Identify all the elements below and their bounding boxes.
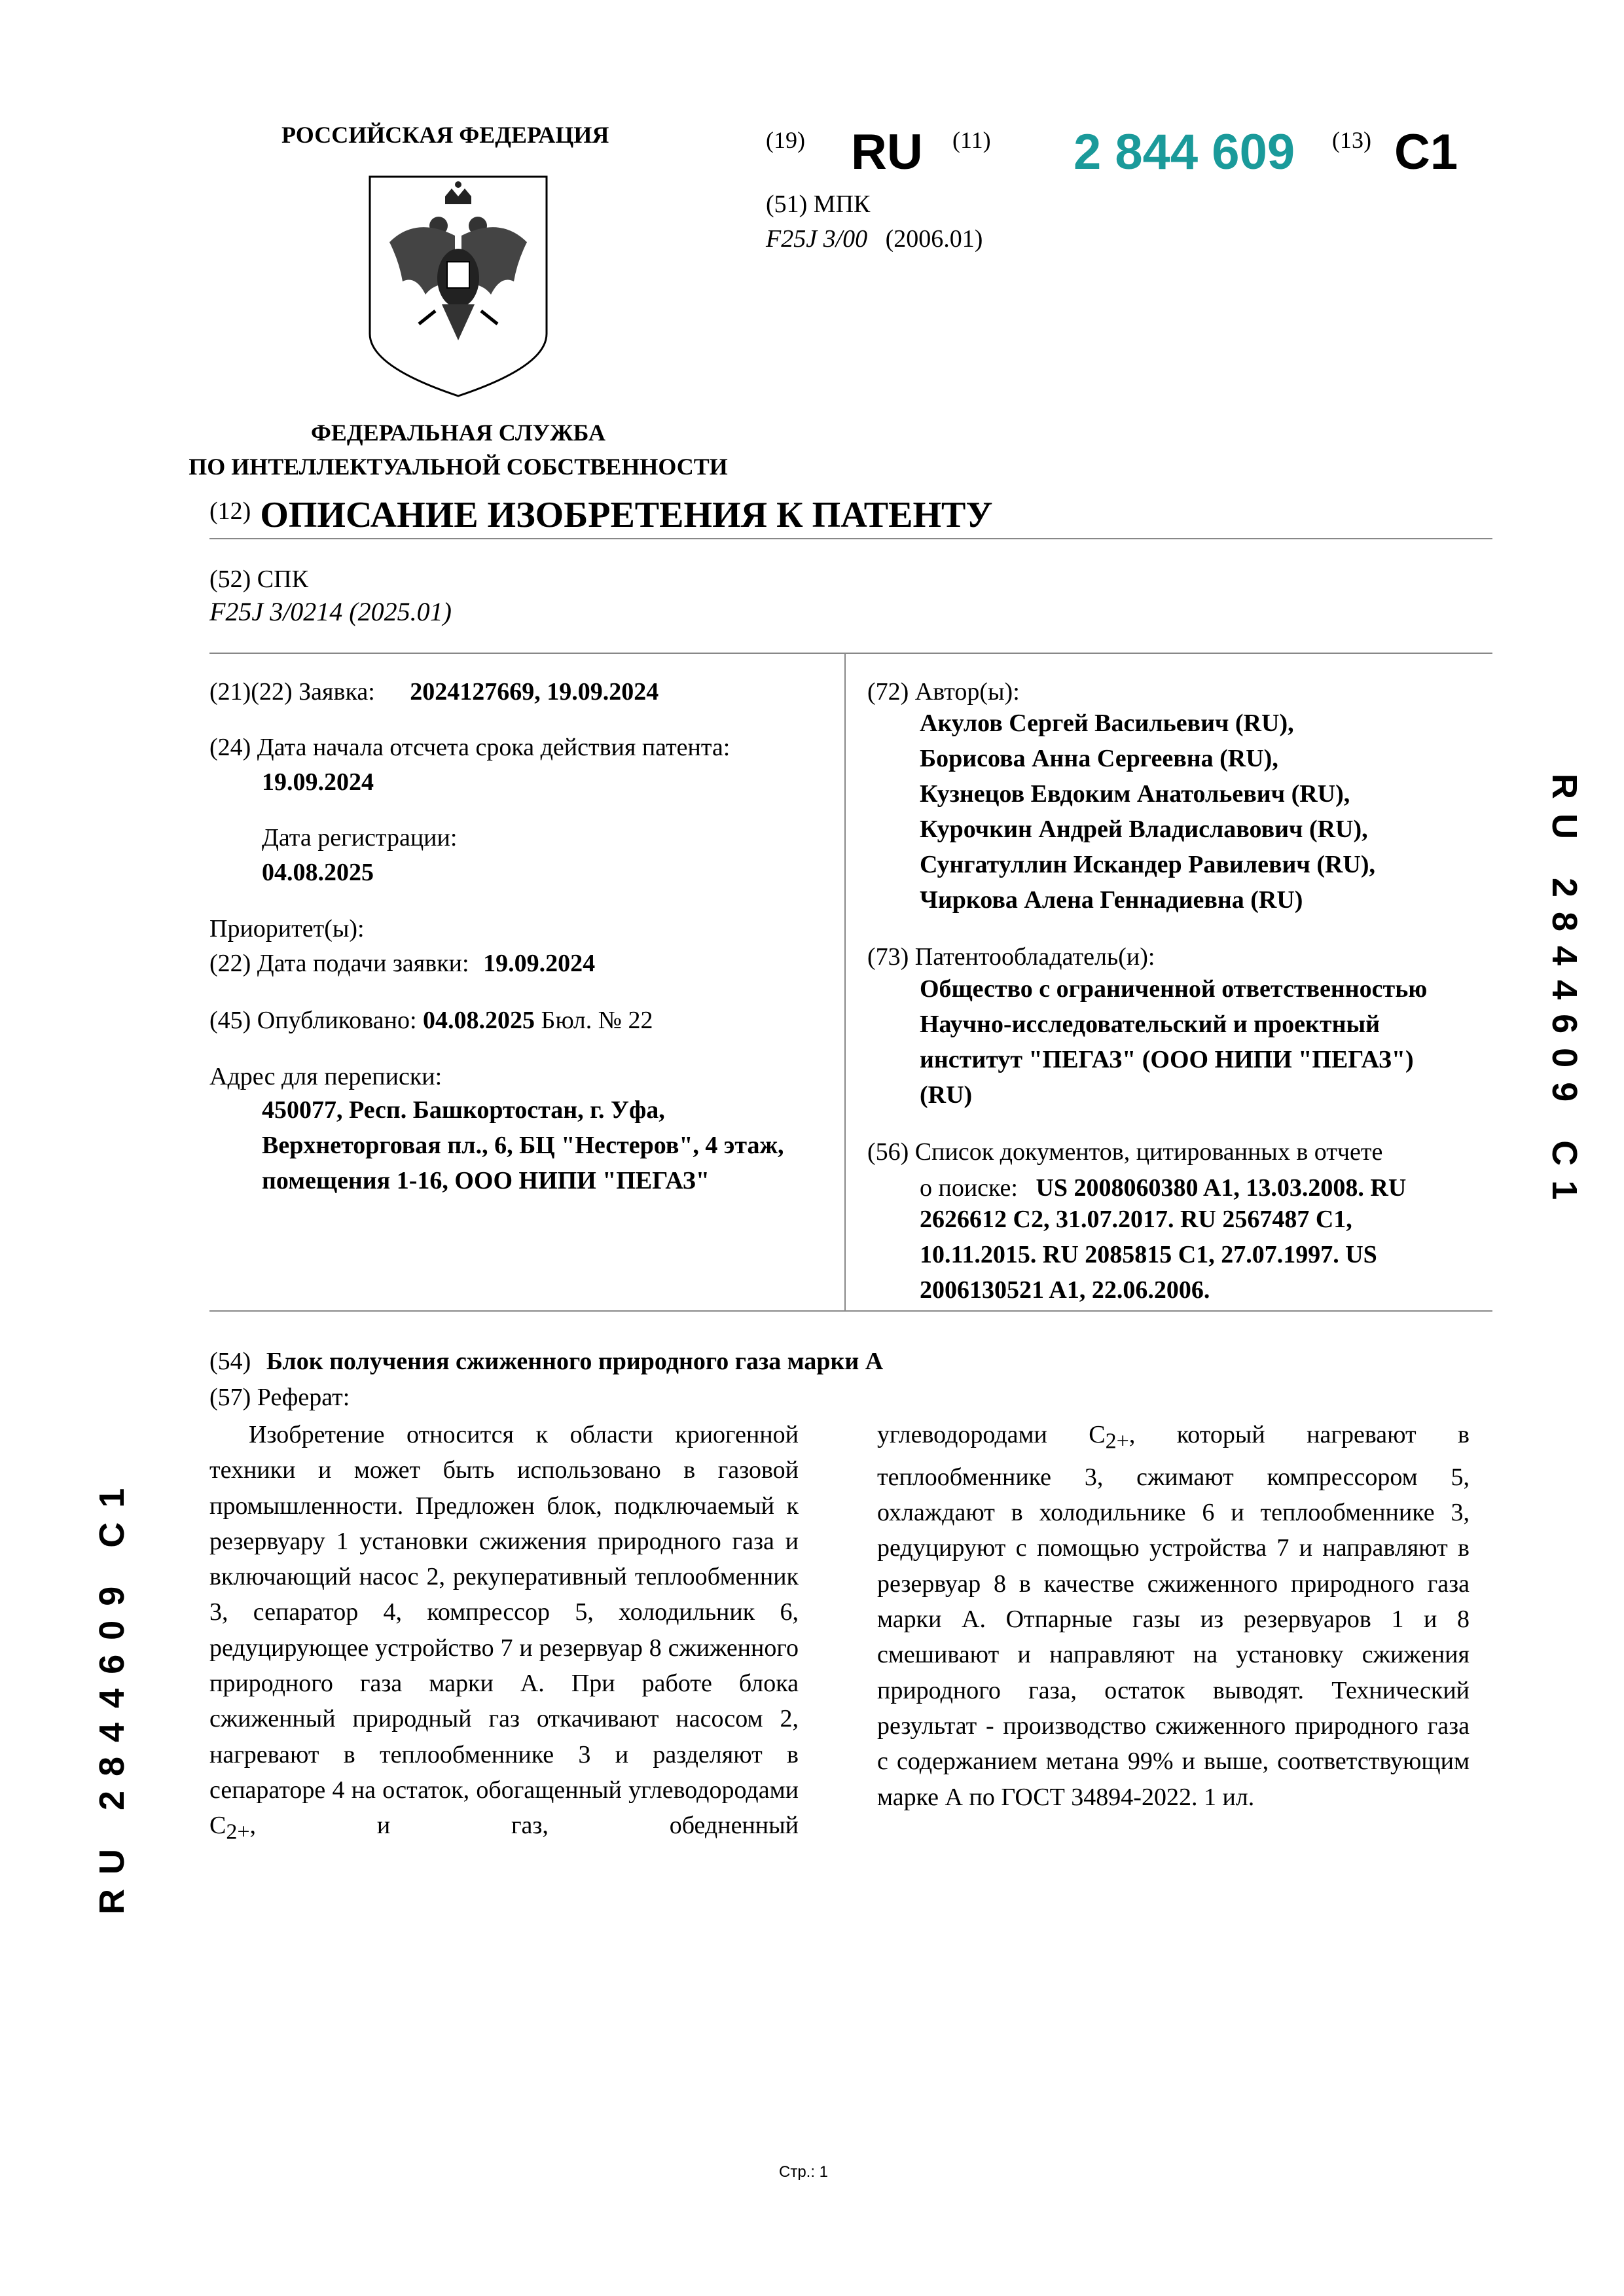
- application-value: 2024127669, 19.09.2024: [410, 678, 659, 706]
- side-code-left: [92, 1474, 132, 1914]
- abstract-text: углеводородами C: [877, 1421, 1106, 1448]
- divider: [209, 1310, 1492, 1312]
- divider: [209, 653, 1492, 654]
- author: Курочкин Андрей Владиславович (RU),: [920, 816, 1368, 843]
- document-title-row: [209, 494, 992, 536]
- author: Кузнецов Евдоким Анатольевич (RU),: [920, 780, 1350, 808]
- document-title: ОПИСАНИЕ ИЗОБРЕТЕНИЯ К ПАТЕНТУ: [260, 495, 993, 535]
- authors-label: (72) Автор(ы):: [867, 678, 1020, 706]
- authors-list: [920, 706, 1375, 918]
- author: Борисова Анна Сергеевна (RU),: [920, 745, 1278, 772]
- filing-label: (22) Дата подачи заявки:: [209, 950, 469, 977]
- coat-of-arms-emblem: [363, 170, 553, 399]
- owner-line: Общество с ограниченной ответственностью: [920, 975, 1428, 1003]
- invention-title-code: (54): [209, 1348, 251, 1375]
- subscript: 2+: [1105, 1429, 1129, 1454]
- invention-title: Блок получения сжиженного природного газа марки А: [266, 1348, 884, 1375]
- application-row: [209, 677, 659, 708]
- registration-value: 04.08.2025: [262, 859, 374, 886]
- filing-row: [209, 949, 595, 979]
- address-label: Адрес для переписки:: [209, 1063, 442, 1090]
- address-line: 450077, Респ. Башкортостан, г. Уфа,: [262, 1096, 665, 1124]
- abstract-text: , который нагревают в теплообменнике 3, сжимают компрессором 5, охлаждают в холодильнике 6 и теплообменнике 3, редуцируют с помощью устройства 7 и направляют в резервуар 8 в качестве сжиженного природного газа марки А. Отпарные газы из резервуаров 1 и 8 смешивают и направляют на установку сжижения природного газа, остаток выводят. Технический результат - производство сжиженного природного газа с содержанием метана 99% и выше, соответствующим марке А по ГОСТ 34894-2022. 1 ил.: [877, 1421, 1470, 1811]
- code-13: (13): [1332, 127, 1371, 153]
- abstract-text: , и газ, обедненный: [249, 1812, 799, 1840]
- application-label: (21)(22) Заявка:: [209, 678, 375, 706]
- address-line: помещения 1-16, ООО НИПИ "ПЕГАЗ": [262, 1167, 710, 1194]
- abstract-label: (57) Реферат:: [209, 1384, 350, 1411]
- federal-service-name: [170, 416, 746, 484]
- owner-line: (RU): [920, 1081, 973, 1109]
- code-11: (11): [952, 127, 991, 153]
- mpk-label: (51) МПК: [766, 190, 871, 218]
- owner-line: институт "ПЕГАЗ" (ООО НИПИ "ПЕГАЗ"): [920, 1046, 1414, 1073]
- mpk-class-row: [766, 224, 983, 253]
- owner-line: Научно-исследовательский и проектный: [920, 1011, 1380, 1038]
- service-line-1: ФЕДЕРАЛЬНАЯ СЛУЖБА: [311, 420, 605, 446]
- published-value: 04.08.2025: [423, 1007, 535, 1034]
- invention-title-row: [209, 1347, 883, 1376]
- published-row: [209, 1006, 653, 1036]
- registration-label: Дата регистрации:: [262, 824, 458, 852]
- owner-block: [920, 971, 1427, 1113]
- term-start-value: 19.09.2024: [262, 768, 374, 796]
- author: Акулов Сергей Васильевич (RU),: [920, 709, 1294, 737]
- spk-label: (52) СПК: [209, 565, 308, 593]
- spk-class: F25J 3/0214 (2025.01): [209, 597, 452, 626]
- author: Сунгатуллин Искандер Равилевич (RU),: [920, 851, 1376, 878]
- abstract-paragraph: [877, 1417, 1470, 1815]
- citation-line: 10.11.2015. RU 2085815 C1, 27.07.1997. US: [920, 1241, 1377, 1268]
- divider: [209, 538, 1492, 539]
- patent-number: 2 844 609: [1074, 124, 1295, 180]
- title-code: (12): [209, 497, 251, 525]
- kind-code: C1: [1394, 124, 1458, 180]
- service-line-2: ПО ИНТЕЛЛЕКТУАЛЬНОЙ СОБСТВЕННОСТИ: [189, 454, 728, 480]
- term-start-label: (24) Дата начала отсчета срока действия патента:: [209, 734, 731, 761]
- citation-line: 2626612 C2, 31.07.2017. RU 2567487 C1,: [920, 1206, 1352, 1233]
- side-code-text: RU 2844609 C1: [92, 1473, 132, 1914]
- citations-label-1: (56) Список документов, цитированных в отчете: [867, 1138, 1383, 1166]
- country-name: РОССИЙСКАЯ ФЕДЕРАЦИЯ: [281, 122, 609, 148]
- abstract-right-column: [877, 1417, 1470, 1815]
- bulletin: Бюл. № 22: [541, 1007, 653, 1034]
- abstract-text: Изобретение относится к области криогенной техники и может быть использовано в газовой промышленности. Предложен блок, подключаемый к резервуару 1 установки сжижения природного газа и включающий насос 2, рекуперативный теплообменник 3, сепаратор 4, компрессор 5, холодильник 6, редуцирующее устройство 7 и резервуар 8 сжиженного природного газа марки А. При работе блока сжиженный природный газ откачивают насосом 2, нагревают в теплообменнике 3 и разделяют в сепараторе 4 на остаток, обогащенный углеводородами C: [209, 1421, 799, 1840]
- owner-label: (73) Патентообладатель(и):: [867, 943, 1155, 971]
- citation-line: US 2008060380 A1, 13.03.2008. RU: [1036, 1174, 1407, 1202]
- citations-list: [920, 1202, 1377, 1308]
- subscript: 2+: [226, 1820, 250, 1844]
- country-code: RU: [851, 124, 923, 180]
- side-code-right: [1541, 774, 1584, 1226]
- mpk-class: F25J 3/00: [766, 225, 868, 253]
- author: Чиркова Алена Геннадиевна (RU): [920, 886, 1303, 914]
- citation-line: 2006130521 A1, 22.06.2006.: [920, 1276, 1210, 1304]
- mpk-year: (2006.01): [885, 225, 983, 253]
- citations-row-1: [920, 1174, 1406, 1204]
- side-code-text: RU 2844609 C1: [1545, 774, 1584, 1215]
- address-block: [262, 1092, 784, 1198]
- page-number: Стр.: 1: [779, 2163, 829, 2181]
- column-divider: [844, 653, 846, 1310]
- abstract-paragraph: [209, 1417, 799, 1850]
- priority-label: Приоритет(ы):: [209, 915, 365, 942]
- code-19: (19): [766, 127, 805, 153]
- abstract-left-column: [209, 1417, 799, 1850]
- filing-value: 19.09.2024: [483, 950, 596, 977]
- address-line: Верхнеторговая пл., 6, БЦ "Нестеров", 4 этаж,: [262, 1132, 784, 1159]
- published-label: (45) Опубликовано:: [209, 1007, 417, 1034]
- citations-label-2: о поиске:: [920, 1174, 1018, 1202]
